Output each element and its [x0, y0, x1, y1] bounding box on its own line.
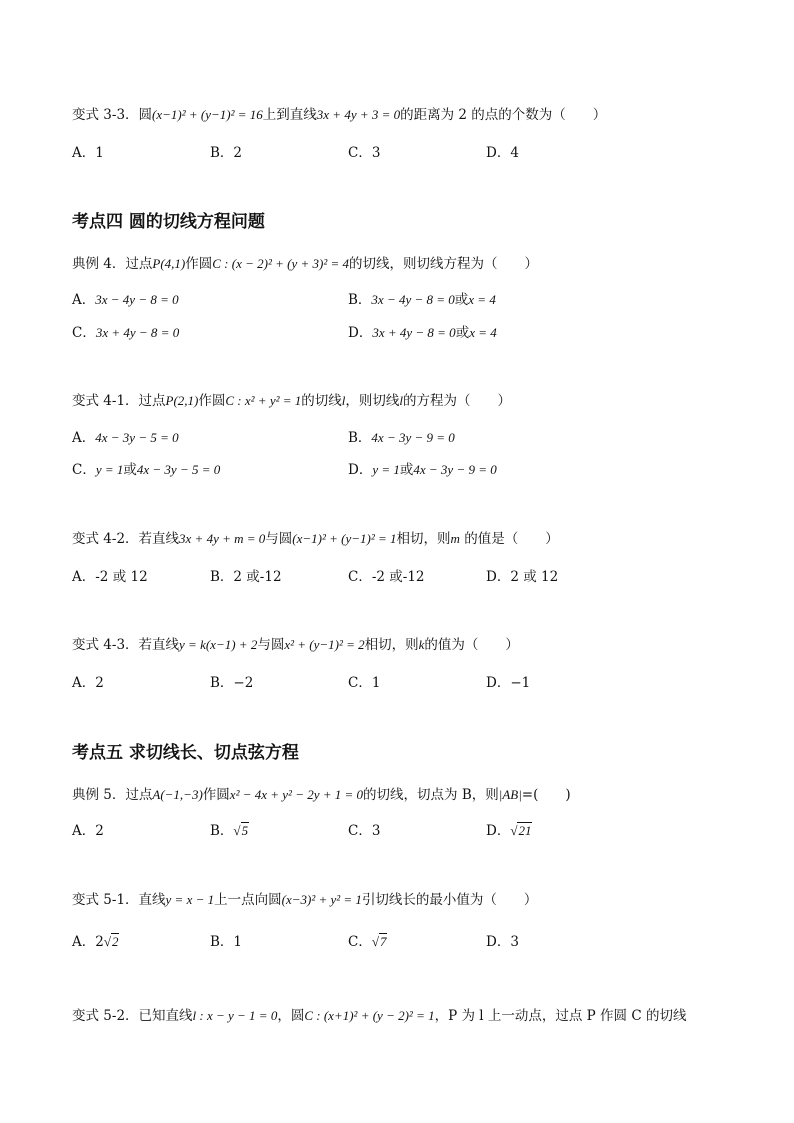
- q-prefix: 变式 4-1．过点: [72, 393, 166, 409]
- option-or: 或: [123, 462, 137, 478]
- question-5-1: [72, 890, 537, 910]
- section-heading-5: 考点五 求切线长、切点弦方程: [72, 743, 299, 763]
- q-text: 作圆: [185, 256, 213, 272]
- q-suffix: 的方程为（ ）: [403, 393, 512, 409]
- param-symbol: k: [418, 637, 425, 652]
- line-symbol: l: [341, 393, 346, 408]
- option-math: 4x − 3y − 9 = 0: [371, 430, 455, 445]
- option-a: [72, 290, 179, 310]
- option-d: D．−1: [486, 675, 531, 691]
- option-d: D．3: [486, 934, 519, 950]
- circle-equation: C : (x+1)² + (y − 2)² = 1: [304, 1008, 435, 1023]
- option-a: A．-2 或 12: [72, 569, 148, 585]
- line-equation: y = k(x−1) + 2: [179, 637, 258, 652]
- section-heading-4: 考点四 圆的切线方程问题: [72, 212, 265, 232]
- option-label: A．: [72, 292, 96, 308]
- sqrt-symbol: √21: [510, 823, 532, 838]
- point: P(2,1): [165, 393, 199, 408]
- example-5: [72, 785, 571, 805]
- option-c: [72, 460, 220, 480]
- option-label: B．: [348, 430, 372, 446]
- line-equation: 3x + 4y + 3 = 0: [316, 107, 401, 122]
- option-d: D．4: [486, 145, 519, 161]
- question-5-2: [72, 1006, 686, 1026]
- option-label: C．: [72, 325, 96, 341]
- q-text-2: 的切线: [301, 393, 342, 409]
- option-b: [348, 290, 496, 310]
- option-math: 3x + 4y − 8 = 0: [372, 325, 456, 340]
- line-equation: l : x − y − 1 = 0: [192, 1008, 278, 1023]
- circle-equation: x² − 4x + y² − 2y + 1 = 0: [229, 787, 364, 802]
- circle-equation: C : x² + y² = 1: [225, 393, 302, 408]
- option-a: A．1: [72, 145, 104, 161]
- sqrt-symbol: √5: [233, 823, 249, 838]
- option-label: A．: [72, 430, 96, 446]
- option-label: C．: [72, 462, 96, 478]
- option-label: D．: [486, 823, 511, 839]
- option-c: C．-2 或-12: [348, 569, 425, 585]
- sqrt-value: 5: [241, 823, 249, 838]
- option-label: B．: [210, 823, 234, 839]
- question-4-1: [72, 391, 511, 411]
- option-b: [210, 821, 249, 841]
- q-suffix: 的切线，则切线方程为（ ）: [349, 256, 538, 272]
- q-text-2: 相切，则: [396, 531, 451, 547]
- option-math: 4x − 3y − 5 = 0: [95, 430, 179, 445]
- option-a: A．2: [72, 675, 104, 691]
- q-suffix: 的距离为 2 的点的个数为（ ）: [400, 107, 607, 123]
- option-or: 或: [399, 462, 414, 478]
- q-text: 上到直线: [262, 107, 317, 123]
- option-c: C．3: [348, 145, 381, 161]
- option-b: B．1: [210, 934, 243, 950]
- option-math: 3x − 4y − 8 = 0: [371, 292, 455, 307]
- sqrt-value: 2: [111, 934, 119, 949]
- q-prefix: 典例 4．过点: [72, 256, 153, 272]
- option-b: B．2: [210, 145, 243, 161]
- q-text-2: ，P 为 l 上一动点，过点 P 作圆 C 的切线: [434, 1008, 687, 1024]
- circle-equation: (x−1)² + (y−1)² = 16: [152, 107, 263, 122]
- question-4-3: [72, 635, 519, 655]
- option-label: C．: [348, 934, 372, 950]
- q-prefix: 典例 5．过点: [72, 787, 153, 803]
- option-c: C．3: [348, 823, 381, 839]
- sqrt-symbol: √7: [371, 934, 387, 949]
- circle-equation: C : (x − 2)² + (y + 3)² = 4: [212, 256, 349, 271]
- option-label: D．: [348, 462, 373, 478]
- q-text-3: ，则切线: [345, 393, 400, 409]
- sqrt-symbol: √2: [103, 934, 119, 949]
- option-label: B．: [348, 292, 372, 308]
- q-suffix: =( ): [521, 787, 571, 803]
- option-b: B．2 或-12: [210, 569, 282, 585]
- q-prefix: 变式 4-3．若直线: [72, 637, 180, 653]
- option-math-2: x = 4: [469, 325, 497, 340]
- option-d: [486, 821, 532, 841]
- param-symbol: m: [450, 531, 460, 546]
- q-text-2: 的切线，切点为 B，则: [363, 787, 499, 803]
- q-text: ，圆: [277, 1008, 305, 1024]
- sqrt-value: 7: [379, 934, 387, 949]
- option-b: B．−2: [210, 675, 254, 691]
- option-a: A．2: [72, 823, 104, 839]
- line-symbol-2: l: [399, 393, 404, 408]
- option-a: [72, 428, 179, 448]
- option-math-2: x = 4: [468, 292, 496, 307]
- q-suffix: 引切线长的最小值为（ ）: [361, 892, 538, 908]
- option-c: [72, 323, 179, 343]
- q-text-2: 相切，则: [364, 637, 419, 653]
- option-d: [348, 460, 497, 480]
- option-label: A．2: [72, 934, 104, 950]
- q-prefix: 变式 3-3．圆: [72, 107, 153, 123]
- question-3-3: [72, 105, 606, 125]
- q-prefix: 变式 4-2．若直线: [72, 531, 180, 547]
- option-math: y = 1: [95, 462, 124, 477]
- q-text: 作圆: [198, 393, 226, 409]
- question-4-2: [72, 529, 559, 549]
- option-b: [348, 428, 455, 448]
- q-text: 上一点向圆: [214, 892, 282, 908]
- circle-equation: x² + (y−1)² = 2: [284, 637, 365, 652]
- line-equation: y = x − 1: [165, 892, 215, 907]
- q-text: 作圆: [202, 787, 230, 803]
- option-or: 或: [454, 292, 469, 308]
- option-d: D．2 或 12: [486, 569, 559, 585]
- sqrt-value: 21: [518, 823, 532, 838]
- line-equation: 3x + 4y + m = 0: [179, 531, 266, 546]
- point: A(−1,−3): [152, 787, 203, 802]
- option-math: 3x + 4y − 8 = 0: [95, 325, 180, 340]
- q-text: 与圆: [265, 531, 293, 547]
- q-prefix: 变式 5-1．直线: [72, 892, 166, 908]
- option-c: C．1: [348, 675, 381, 691]
- option-label: D．: [348, 325, 373, 341]
- q-text: 与圆: [257, 637, 285, 653]
- option-c: [348, 932, 387, 952]
- option-or: 或: [455, 325, 470, 341]
- option-math-2: 4x − 3y − 9 = 0: [413, 462, 497, 477]
- example-4: [72, 254, 538, 274]
- option-math: 3x − 4y − 8 = 0: [95, 292, 179, 307]
- q-prefix: 变式 5-2．已知直线: [72, 1008, 193, 1024]
- circle-equation: (x−1)² + (y−1)² = 1: [292, 531, 397, 546]
- option-math-2: 4x − 3y − 5 = 0: [136, 462, 221, 477]
- point: P(4,1): [152, 256, 186, 271]
- q-suffix: 的值为（ ）: [424, 637, 519, 653]
- q-suffix: 的值是（ ）: [459, 531, 559, 547]
- option-math: y = 1: [372, 462, 400, 477]
- circle-equation: (x−3)² + y² = 1: [281, 892, 362, 907]
- option-d: [348, 323, 497, 343]
- option-a: [72, 932, 119, 952]
- segment-length: |AB|: [498, 787, 522, 802]
